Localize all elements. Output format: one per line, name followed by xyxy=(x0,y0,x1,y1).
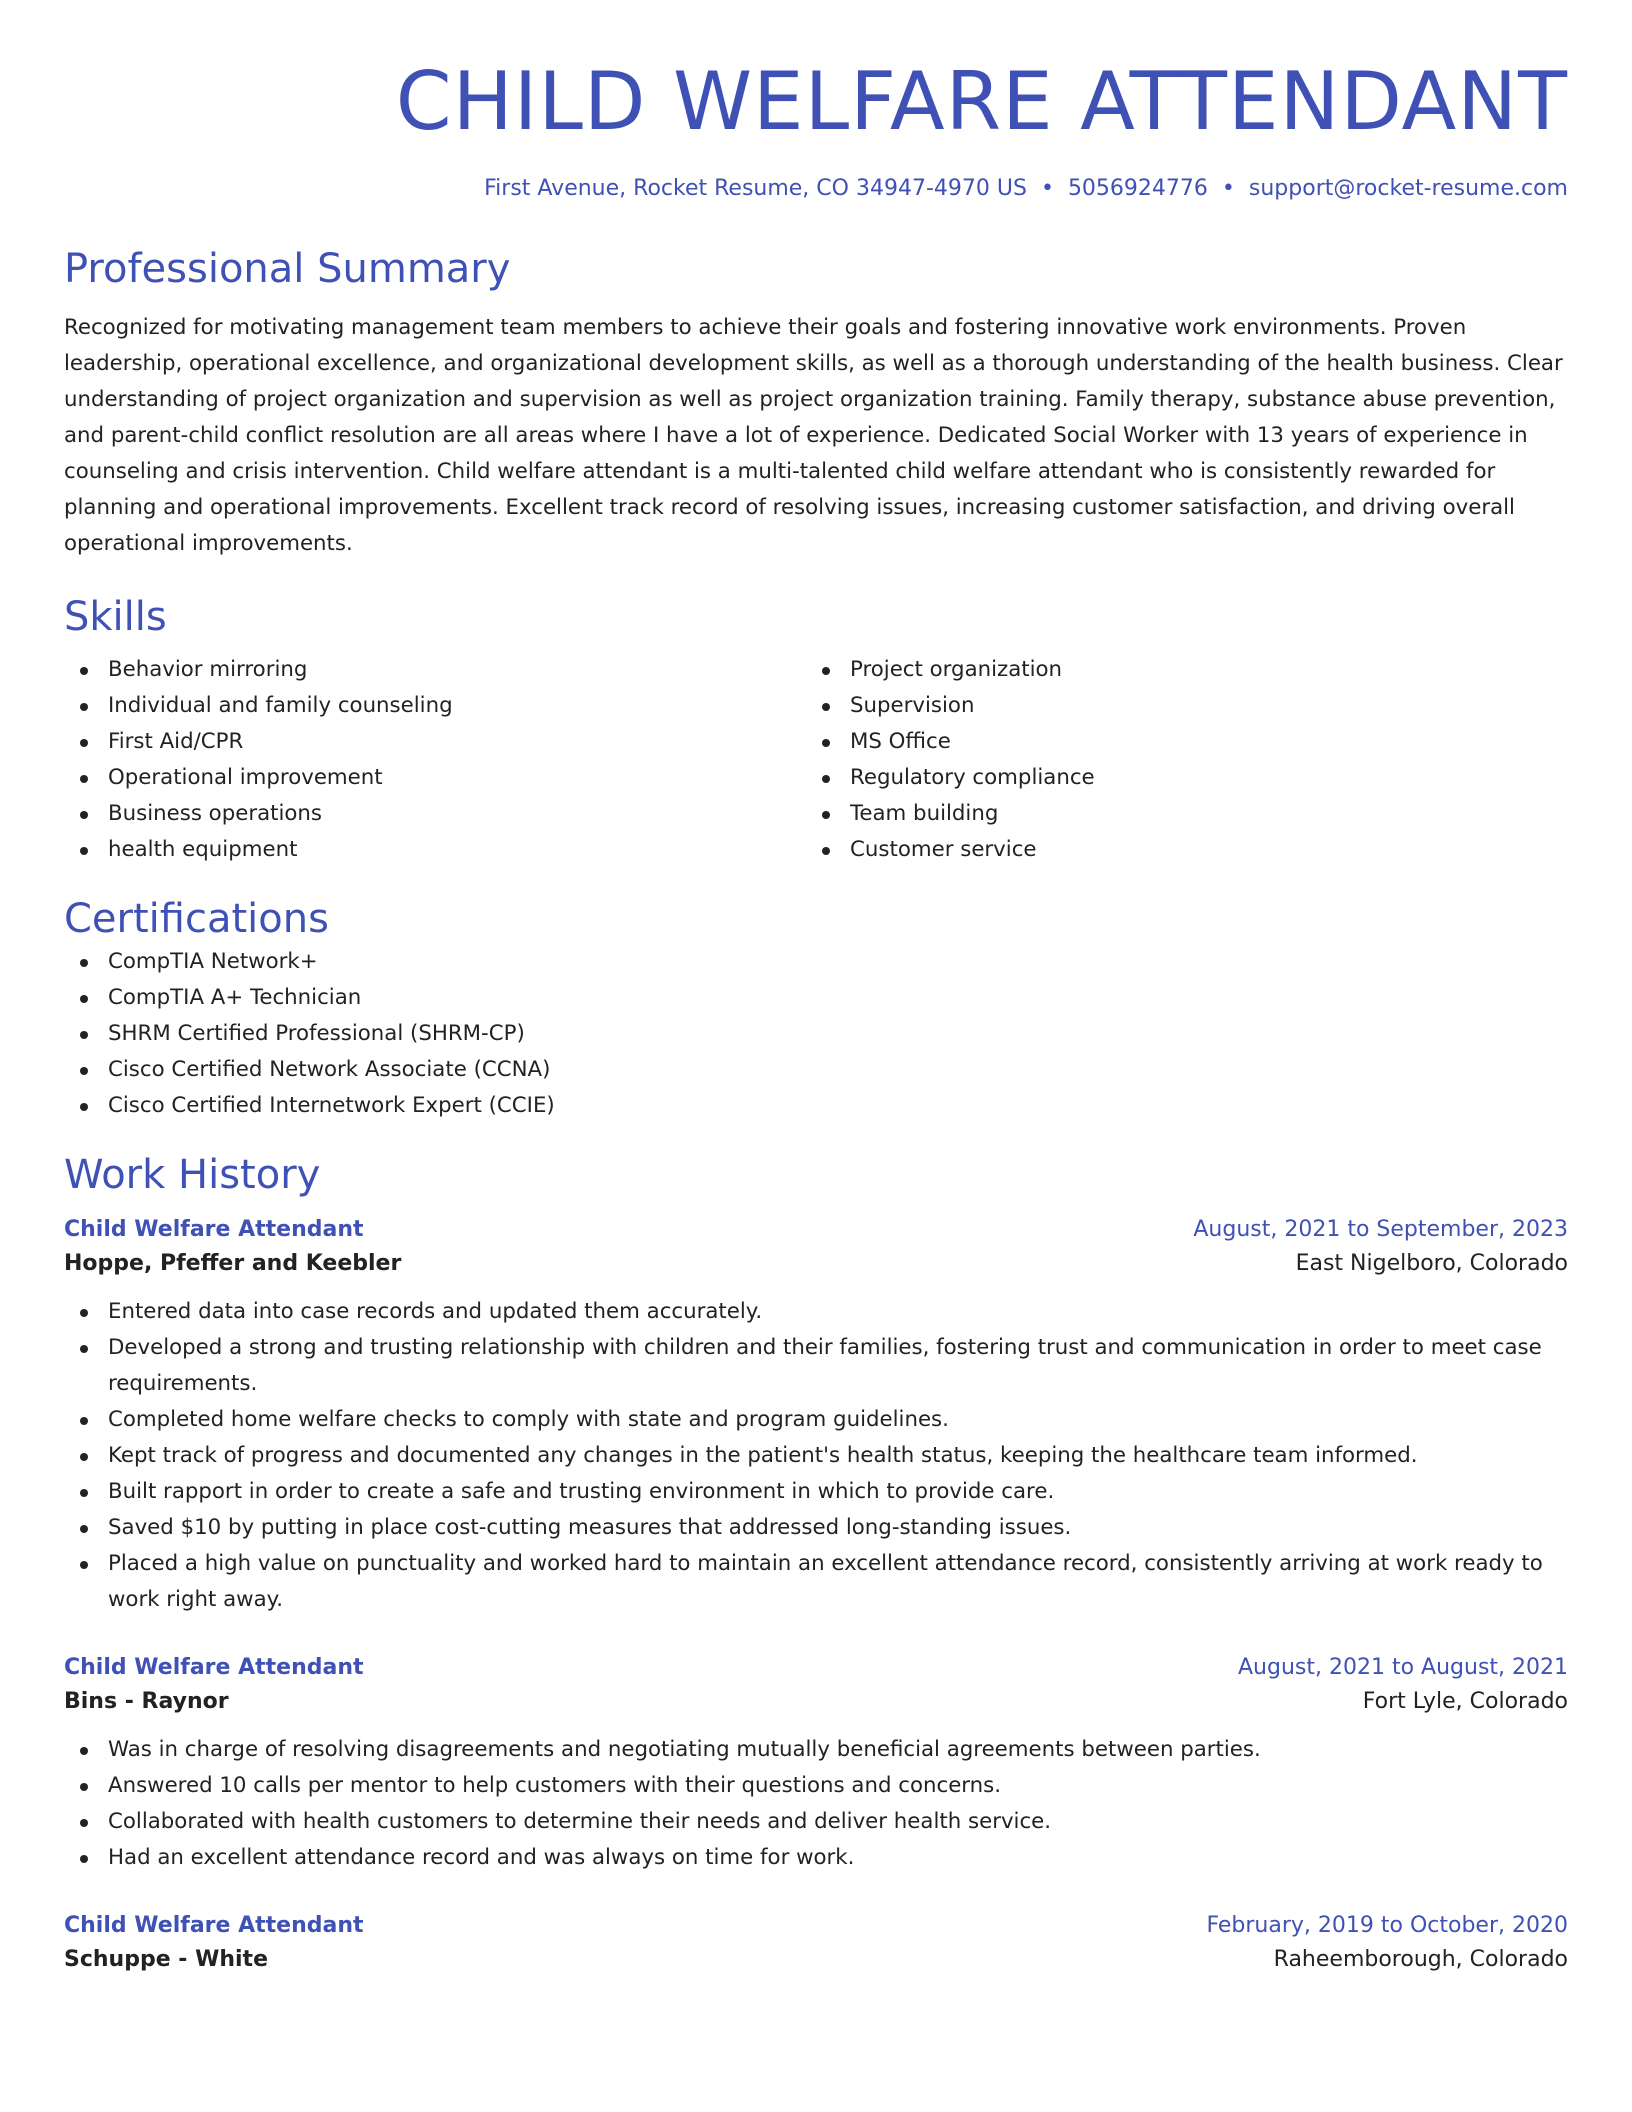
job-duty: Had an excellent attendance record and was always on time for work. xyxy=(64,1840,1568,1876)
contact-email[interactable]: support@rocket-resume.com xyxy=(1248,176,1568,201)
job-duty: Collaborated with health customers to determine their needs and deliver health service. xyxy=(64,1804,1568,1840)
skills-heading: Skills xyxy=(64,594,167,640)
certification-item: CompTIA A+ Technician xyxy=(64,980,1568,1016)
job-entry xyxy=(64,1652,1568,1876)
certifications-list xyxy=(64,944,1568,1124)
job-duty: Was in charge of resolving disagreements and negotiating mutually beneficial agreements between parties. xyxy=(64,1732,1568,1768)
skill-item: Individual and family counseling xyxy=(64,688,806,724)
job-duty: Built rapport in order to create a safe and trusting environment in which to provide care. xyxy=(64,1474,1568,1510)
job-dates: August, 2021 to August, 2021 xyxy=(1238,1655,1568,1680)
job-company-row xyxy=(64,1684,1568,1720)
job-title-row xyxy=(64,1652,1568,1684)
skill-item: Behavior mirroring xyxy=(64,652,806,688)
skill-item: MS Office xyxy=(806,724,1548,760)
skill-item: Team building xyxy=(806,796,1548,832)
job-dates: February, 2019 to October, 2020 xyxy=(1206,1913,1568,1938)
skill-item: Customer service xyxy=(806,832,1548,868)
candidate-name: CHILD WELFARE ATTENDANT xyxy=(395,55,1568,148)
work-history-heading: Work History xyxy=(64,1152,321,1198)
certification-item: SHRM Certified Professional (SHRM-CP) xyxy=(64,1016,1568,1052)
certification-item: CompTIA Network+ xyxy=(64,944,1568,980)
job-entry xyxy=(64,1910,1568,1978)
contact-phone: 5056924776 xyxy=(1067,176,1208,201)
job-title: Child Welfare Attendant xyxy=(64,1217,364,1242)
job-location: East Nigelboro, Colorado xyxy=(1295,1251,1568,1276)
skill-item: Project organization xyxy=(806,652,1548,688)
skill-item: health equipment xyxy=(64,832,806,868)
job-company: Schuppe - White xyxy=(64,1947,268,1972)
job-duty: Completed home welfare checks to comply with state and program guidelines. xyxy=(64,1402,1568,1438)
certifications-heading: Certifications xyxy=(64,896,329,942)
certification-item: Cisco Certified Network Associate (CCNA) xyxy=(64,1052,1568,1088)
skill-item: Operational improvement xyxy=(64,760,806,796)
job-dates: August, 2021 to September, 2023 xyxy=(1193,1217,1568,1242)
job-duties-list xyxy=(64,1294,1568,1618)
job-entry xyxy=(64,1214,1568,1618)
job-duty: Saved $10 by putting in place cost-cutting measures that addressed long-standing issues. xyxy=(64,1510,1568,1546)
summary-text: Recognized for motivating management team members to achieve their goals and fostering innovative work environments. Proven leadership, operational excellence, and organizational development skills, as well as a thorough understanding of the health business. Clear understanding of project organization and supervision as well as project organization training. Family therapy, substance abuse prevention, and parent-child conflict resolution are all areas where I have a lot of experience. Dedicated Social Worker with 13 years of experience in counseling and crisis intervention. Child welfare attendant is a multi-talented child welfare attendant who is consistently rewarded for planning and operational improvements. Excellent track record of resolving issues, increasing customer satisfaction, and driving overall operational improvements. xyxy=(64,315,1563,556)
job-title-row xyxy=(64,1910,1568,1942)
job-location: Raheemborough, Colorado xyxy=(1273,1947,1568,1972)
skill-item: Regulatory compliance xyxy=(806,760,1548,796)
skills-list-left xyxy=(64,652,806,868)
contact-separator: • xyxy=(1040,176,1054,201)
job-duty: Placed a high value on punctuality and worked hard to maintain an excellent attendance record, consistently arriving at work ready to work right away. xyxy=(64,1546,1568,1618)
job-duties-list xyxy=(64,1732,1568,1876)
contact-address: First Avenue, Rocket Resume, CO 34947-4970 US xyxy=(484,176,1027,201)
skill-item: Business operations xyxy=(64,796,806,832)
job-title-row xyxy=(64,1214,1568,1246)
job-title: Child Welfare Attendant xyxy=(64,1913,364,1938)
job-company-row xyxy=(64,1246,1568,1282)
job-duty: Kept track of progress and documented any changes in the patient's health status, keeping the healthcare team informed. xyxy=(64,1438,1568,1474)
job-duty: Developed a strong and trusting relationship with children and their families, fostering trust and communication in order to meet case requirements. xyxy=(64,1330,1568,1402)
job-duty: Answered 10 calls per mentor to help customers with their questions and concerns. xyxy=(64,1768,1568,1804)
job-duty: Entered data into case records and updated them accurately. xyxy=(64,1294,1568,1330)
job-location: Fort Lyle, Colorado xyxy=(1362,1689,1568,1714)
skills-list-right xyxy=(806,652,1548,868)
job-company: Bins - Raynor xyxy=(64,1689,229,1714)
job-company: Hoppe, Pfeffer and Keebler xyxy=(64,1251,402,1276)
summary-heading: Professional Summary xyxy=(64,246,511,292)
skill-item: First Aid/CPR xyxy=(64,724,806,760)
contact-line xyxy=(64,174,1568,204)
job-title: Child Welfare Attendant xyxy=(64,1655,364,1680)
job-company-row xyxy=(64,1942,1568,1978)
resume-header xyxy=(64,0,1568,204)
skills-columns xyxy=(64,652,1568,868)
skill-item: Supervision xyxy=(806,688,1548,724)
contact-separator: • xyxy=(1221,176,1235,201)
certification-item: Cisco Certified Internetwork Expert (CCIE) xyxy=(64,1088,1568,1124)
